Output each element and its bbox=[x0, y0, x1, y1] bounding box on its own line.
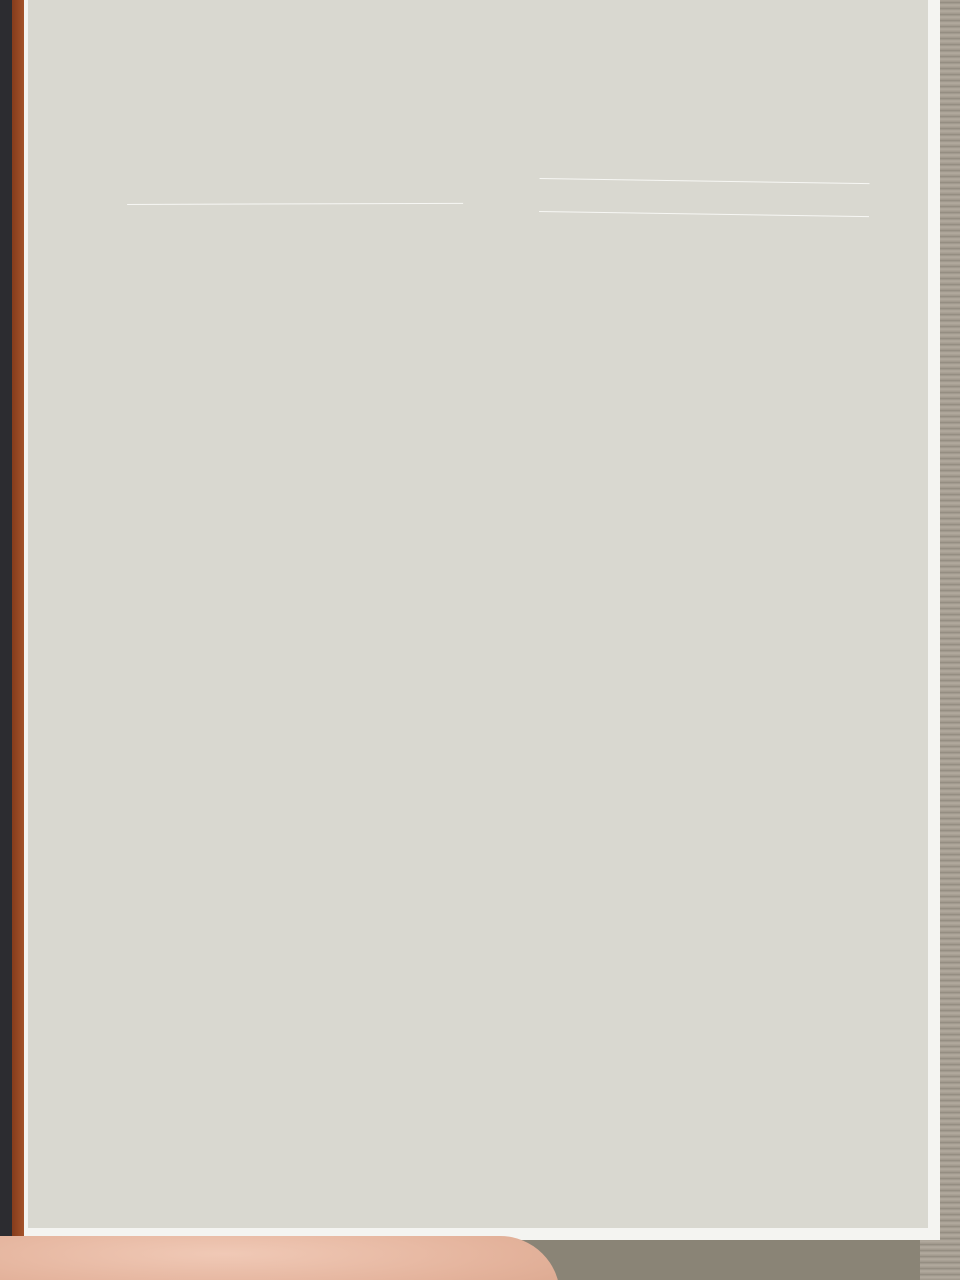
hand bbox=[0, 1236, 560, 1280]
toc-left-column bbox=[127, 167, 463, 213]
book-cover-edge bbox=[0, 0, 12, 1280]
toc-right-column bbox=[539, 150, 870, 223]
